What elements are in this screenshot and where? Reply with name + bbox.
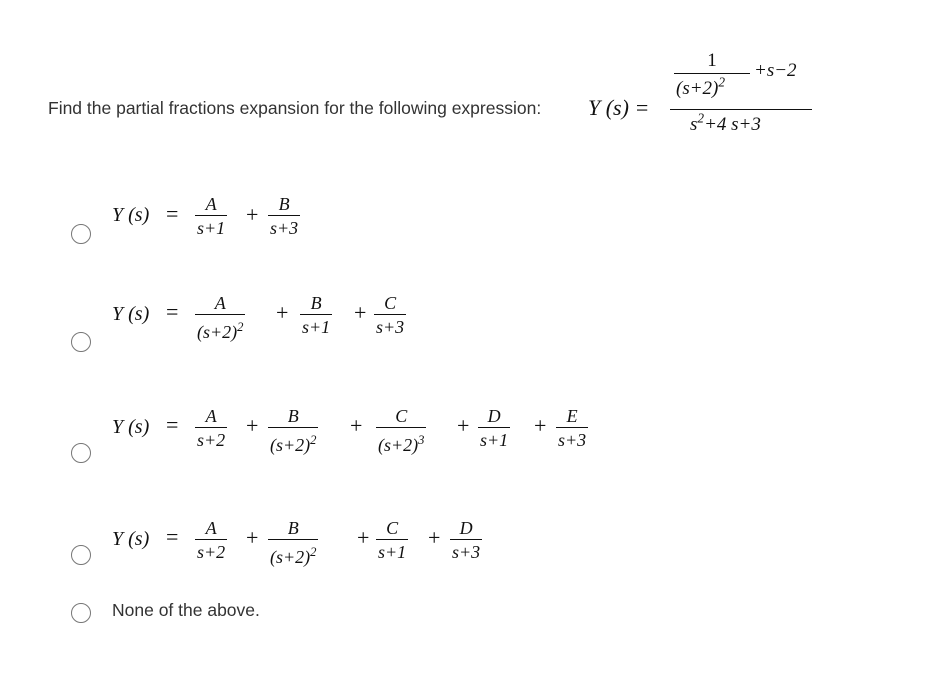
term-denominator: $(s+2)^2$: [268, 539, 318, 566]
option-2-lhs: Y (s): [112, 303, 150, 325]
option-3-plus-4: +: [534, 413, 547, 438]
option-3-lhs: Y (s): [112, 416, 150, 438]
radio-option-2[interactable]: [71, 332, 91, 352]
question-text: Find the partial fractions expansion for the following expression:: [48, 98, 542, 118]
term-numerator: B: [287, 518, 299, 538]
question-lhs: Y (s) =: [588, 95, 650, 120]
main-fraction-bar: [670, 109, 812, 110]
term-denominator: s+1: [478, 427, 510, 449]
option-4-term-1: [195, 519, 227, 561]
radio-option-4[interactable]: [71, 545, 91, 565]
term-exponent: 2: [310, 545, 317, 560]
main-denominator: $s^2+4$ s+3: [690, 110, 761, 135]
option-3-term-4: [478, 407, 510, 449]
term-exponent: 2: [237, 320, 244, 335]
term-denominator: $(s+2)^2$: [268, 427, 318, 454]
term-numerator: C: [395, 406, 408, 426]
option-2-term-3: [374, 294, 406, 336]
radio-option-1[interactable]: [71, 224, 91, 244]
option-4-term-3: [376, 519, 408, 561]
term-denominator: $(s+2)^3$: [376, 427, 426, 454]
term-denominator: s+2: [195, 427, 227, 449]
inner-fraction-bar: [674, 73, 750, 74]
term-denominator: s+1: [300, 314, 332, 336]
option-3-plus-3: +: [457, 413, 470, 438]
option-2-plus-1: +: [276, 300, 289, 325]
option-3-term-2: [268, 407, 318, 454]
option-4-term-2: [268, 519, 318, 566]
option-3-equals: =: [166, 412, 179, 437]
term-numerator: A: [214, 293, 226, 313]
option-4-plus-3: +: [428, 525, 441, 550]
option-1-term-1: [195, 195, 227, 237]
option-3-term-1: [195, 407, 227, 449]
term-numerator: B: [278, 194, 290, 214]
term-numerator: A: [205, 406, 217, 426]
inner-denominator: $(s+2)^2$: [676, 74, 726, 99]
option-3-plus-1: +: [246, 413, 259, 438]
radio-none-of-the-above[interactable]: [71, 603, 91, 623]
term-numerator: A: [205, 194, 217, 214]
option-4-equals: =: [166, 524, 179, 549]
term-numerator: C: [386, 518, 399, 538]
option-2-term-2: [300, 294, 332, 336]
inner-numerator: 1: [707, 50, 717, 71]
option-1-plus-1: +: [246, 202, 259, 227]
radio-option-3[interactable]: [71, 443, 91, 463]
option-4-plus-1: +: [246, 525, 259, 550]
term-denominator: s+3: [556, 427, 588, 449]
term-numerator: E: [566, 406, 578, 426]
term-denominator: s+1: [195, 215, 227, 237]
expression-tail: +s−2: [754, 60, 797, 81]
term-denominator: s+3: [450, 539, 482, 561]
option-4-lhs: Y (s): [112, 528, 150, 550]
option-3-term-5: [556, 407, 588, 449]
question-prompt: [48, 98, 541, 119]
term-denominator: s+3: [268, 215, 300, 237]
term-denominator: s+1: [376, 539, 408, 561]
option-1-equals: =: [166, 201, 179, 226]
question-expression: [670, 50, 812, 145]
term-numerator: A: [205, 518, 217, 538]
term-numerator: C: [384, 293, 397, 313]
option-4-term-4: [450, 519, 482, 561]
option-1-lhs: Y (s): [112, 204, 150, 226]
term-numerator: D: [487, 406, 501, 426]
term-numerator: B: [287, 406, 299, 426]
option-2-plus-2: +: [354, 300, 367, 325]
term-denominator: s+2: [195, 539, 227, 561]
term-exponent: 3: [418, 433, 425, 448]
term-numerator: B: [310, 293, 322, 313]
option-3-term-3: [376, 407, 426, 454]
option-3-plus-2: +: [350, 413, 363, 438]
none-of-the-above-label: None of the above.: [112, 600, 260, 620]
term-numerator: D: [459, 518, 473, 538]
term-exponent: 2: [310, 433, 317, 448]
option-4-plus-2: +: [357, 525, 370, 550]
option-2-term-1: [195, 294, 245, 341]
term-denominator: $(s+2)^2$: [195, 314, 245, 341]
option-2-equals: =: [166, 299, 179, 324]
term-denominator: s+3: [374, 314, 406, 336]
option-1-term-2: [268, 195, 300, 237]
